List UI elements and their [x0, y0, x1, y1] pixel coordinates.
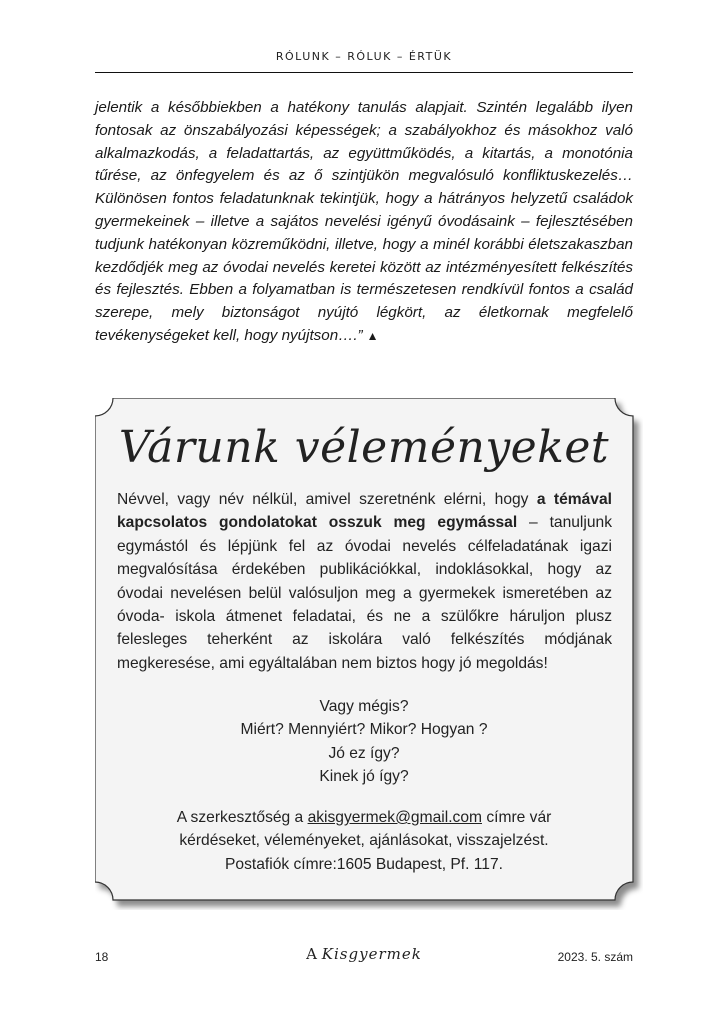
contact-line-3: Postafiók címre:1605 Budapest, Pf. 117.	[225, 855, 503, 873]
callout-questions	[95, 695, 633, 789]
end-mark-icon: ▲	[366, 328, 379, 343]
callout-intro	[117, 488, 612, 675]
email-link[interactable]: akisgyermek@gmail.com	[307, 809, 482, 826]
callout-title: Várunk véleményeket	[118, 422, 610, 473]
contact-line-1	[95, 806, 633, 829]
callout-intro-start: Névvel, vagy név nélkül, amivel szeretnénk elérni, hogy	[117, 491, 537, 508]
article-body	[95, 97, 633, 348]
question-line: Vagy mégis?	[319, 698, 409, 715]
callout-contact	[95, 806, 633, 876]
header-rule	[95, 72, 633, 73]
article-text: jelentik a későbbiekben a hatékony tanulás alapjait. Szintén legalább ilyen fontosak az önszabályozási képességek; a szabályokhoz és másokhoz való alkalmazkodás, a feladattartás, az együttműködés, a kitartás, a monotónia tűrése, az önfegyelem és az ő szintjükön megvalósuló konfliktuskezelés… Különösen fontos feladatunknak tekintjük, hogy a hátrányos helyzetű családok gyermekeinek – illetve a sajátos nevelési igényű óvodásaink – fejlesztésében tudjunk hatékonyan közreműködni, illetve, hogy a minél korábbi életszakaszban kezdődjék meg az óvodai nevelés keretei között az intézményesített felkészítés és fejlesztés. Ebben a folyamatban is természetesen rendkívül fontos a család szerepe, mely biztonságot nyújtó légkört, az életkornak megfelelő tevékenységeket kell, hogy nyújtson….”	[95, 99, 633, 344]
brand-name: Kisgyermek	[321, 945, 422, 963]
question-line: Kinek jó így?	[319, 768, 409, 786]
question-line: Miért? Mennyiért? Mikor? Hogyan ?	[240, 721, 488, 739]
contact-prefix: A szerkesztőség a	[176, 809, 308, 826]
running-header: RÓLUNK – RÓLUK – ÉRTÜK	[275, 50, 453, 63]
question-line: Jó ez így?	[328, 744, 400, 762]
issue-number: 2023. 5. szám	[557, 950, 633, 964]
callout-box	[95, 398, 643, 910]
callout-intro-bold: a témával kapcsolatos gondolatokat osszuk meg egymással	[117, 491, 612, 532]
contact-line-2: kérdéseket, véleményeket, ajánlásokat, visszajelzést.	[179, 832, 549, 850]
page-number: 18	[95, 950, 109, 964]
callout-intro-end: – tanuljunk egymástól és lépjünk fel az óvodai nevelés célfeladatának igazi megvalósítása érdekében publikációkkal, indoklásokkal, hogy az óvodai nevelésen belül valósuljon meg a gyermekek ismeretében az óvoda- iskola átmenet feladatai, és ne a szülőkre háruljon plusz felesleges teherként az iskolára való felkészítés módjának megkeresése, ami egyáltalában nem biztos hogy jó megoldás!	[117, 514, 612, 672]
contact-suffix: címre vár	[482, 809, 552, 826]
brand-prefix: A	[306, 945, 318, 963]
